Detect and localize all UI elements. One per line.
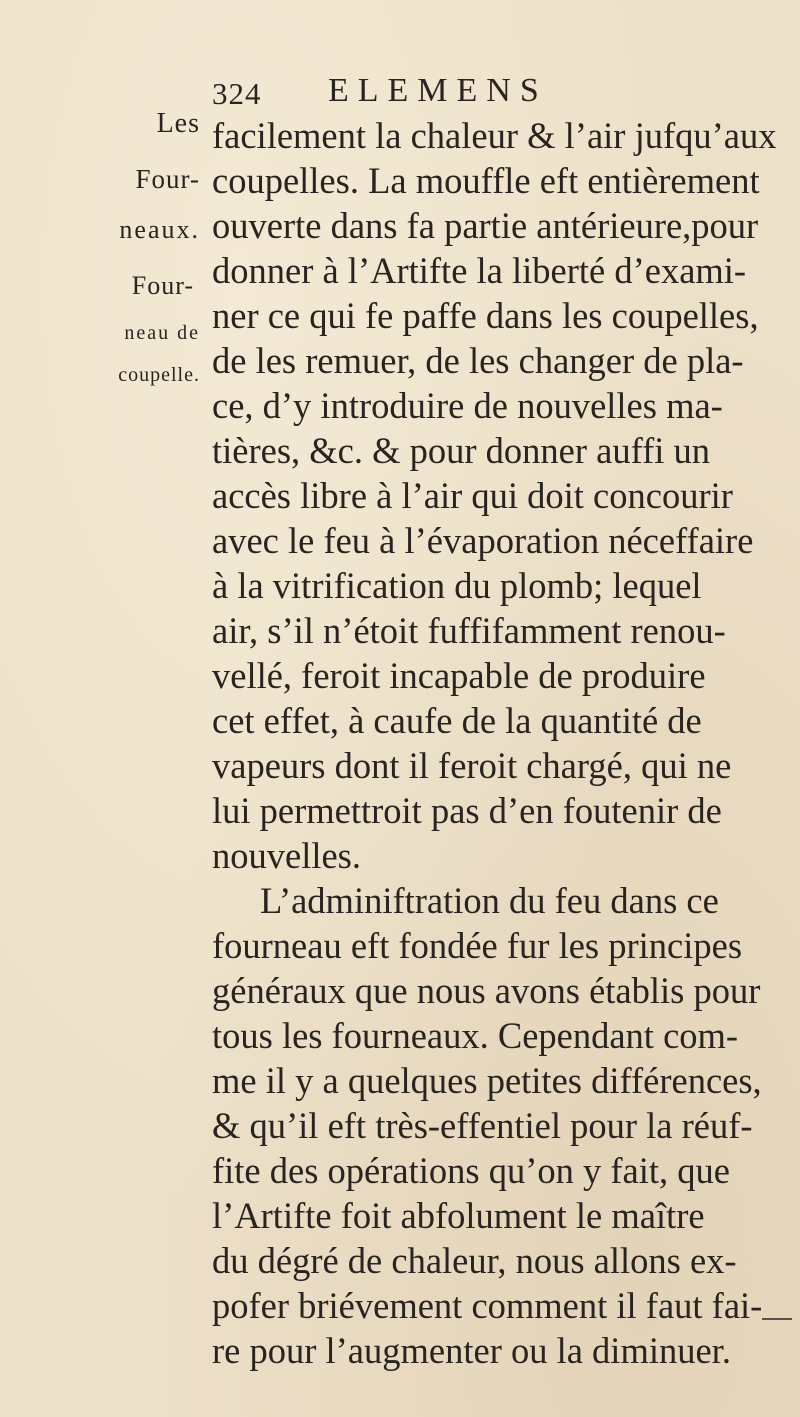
text-line: & qu’il eft très-effentiel pour la réuf- (212, 1105, 753, 1146)
text-line: vellé, feroit incapable de produire (212, 655, 706, 696)
text-line: ner ce qui fe paffe dans les coupelles, (212, 295, 759, 336)
text-line: coupelles. La mouffle eft entièrement (212, 160, 760, 201)
text-line: ouverte dans fa partie antérieure,pour (212, 205, 759, 246)
text-line: ce, d’y introduire de nouvelles ma- (212, 385, 723, 426)
text-line: lui permettroit pas d’en foutenir de (212, 790, 722, 831)
margin-note-four: Four- (135, 164, 200, 194)
text-line: fourneau eft fondée fur les principes (212, 925, 743, 966)
text-line: avec le feu à l’évaporation néceffaire (212, 520, 754, 561)
paragraph-start-line: L’adminiftration du feu dans ce (260, 880, 719, 921)
margin-note-les: Les (156, 108, 200, 139)
margin-note-four-2: Four- (131, 271, 194, 300)
text-line: vapeurs dont il feroit chargé, qui ne (212, 745, 732, 786)
margin-note-neau-de: neau de (124, 322, 200, 344)
text-line: donner à l’Artifte la liberté d’exami- (212, 250, 747, 291)
text-line: du dégré de chaleur, nous allons ex- (212, 1240, 737, 1281)
text-line: nouvelles. (212, 835, 362, 876)
text-line: fite des opérations qu’on y fait, que (212, 1150, 730, 1191)
text-line: accès libre à l’air qui doit concourir (212, 475, 733, 516)
text-line: air, s’il n’étoit fuffifamment renou- (212, 610, 726, 651)
margin-note-coupelle: coupelle. (118, 364, 200, 386)
margin-note-neaux: neaux. (119, 215, 200, 244)
text-line: de les remuer, de les changer de pla- (212, 340, 744, 381)
text-line: à la vitrification du plomb; lequel (212, 565, 702, 606)
text-line: facilement la chaleur & l’air jufqu’aux (212, 115, 777, 156)
text-line: tous les fourneaux. Cependant com- (212, 1015, 739, 1056)
text-line: généraux que nous avons établis pour (212, 970, 761, 1011)
text-line: tières, &c. & pour donner auffi un (212, 430, 711, 471)
text-line: pofer briévement comment il faut fai- (212, 1285, 763, 1326)
text-line: cet effet, à caufe de la quantité de (212, 700, 702, 741)
text-line: re pour l’augmenter ou la diminuer. (212, 1330, 731, 1371)
running-head (212, 72, 772, 112)
edge-mark (762, 1318, 792, 1320)
running-title: ELEMENS (328, 72, 548, 109)
page-number: 324 (212, 76, 262, 111)
text-line: l’Artifte foit abfolument le maître (212, 1195, 705, 1236)
text-line: me il y a quelques petites différences, (212, 1060, 762, 1101)
